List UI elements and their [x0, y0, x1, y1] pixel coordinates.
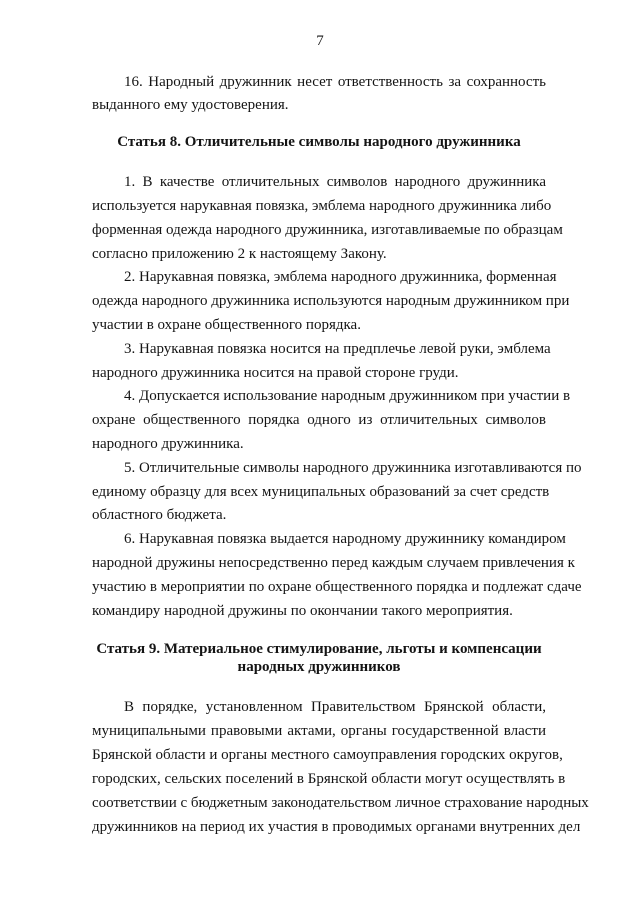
article-8-item-6-line: участию в мероприятии по охране общественного порядка и подлежат сдаче: [92, 579, 582, 595]
article-8-item-2-line: одежда народного дружинника используются народным дружинником при: [92, 293, 570, 309]
paragraph-16-line: 16. Народный дружинник несет ответственность за сохранность: [124, 74, 546, 90]
page-number: 7: [316, 33, 324, 49]
article-9-title-line: Статья 9. Материальное стимулирование, льготы и компенсации: [96, 641, 542, 657]
article-9-title-line: народных дружинников: [237, 659, 401, 675]
article-8-item-5-line: областного бюджета.: [92, 507, 227, 523]
article-9-paragraph-line: В порядке, установленном Правительством Брянской области,: [124, 699, 546, 715]
article-9-paragraph-line: соответствии с бюджетным законодательством личное страхование народных: [92, 795, 589, 811]
paragraph-16-line: выданного ему удостоверения.: [92, 97, 289, 113]
article-8-item-3-line: 3. Нарукавная повязка носится на предплечье левой руки, эмблема: [124, 341, 551, 357]
article-8-item-6-line: 6. Нарукавная повязка выдается народному дружиннику командиром: [124, 531, 566, 547]
article-8-item-2-line: 2. Нарукавная повязка, эмблема народного дружинника, форменная: [124, 269, 557, 285]
article-8-item-6-line: народной дружины непосредственно перед каждым случаем привлечения к: [92, 555, 575, 571]
article-9-paragraph-line: муниципальными правовыми актами, органы государственной власти: [92, 723, 546, 739]
article-8-item-4-line: 4. Допускается использование народным дружинником при участии в: [124, 388, 571, 404]
article-8-item-4-line: народного дружинника.: [92, 436, 244, 452]
article-8-item-1-line: согласно приложению 2 к настоящему Закону.: [92, 246, 387, 262]
article-9-paragraph-line: Брянской области и органы местного самоуправления городских округов,: [92, 747, 563, 763]
article-8-item-1-line: форменная одежда народного дружинника, изготавливаемые по образцам: [92, 222, 563, 238]
article-8-item-4-line: охране общественного порядка одного из отличительных символов: [92, 412, 546, 428]
article-9-paragraph-line: городских, сельских поселений в Брянской области могут осуществлять в: [92, 771, 566, 787]
article-8-item-3-line: народного дружинника носится на правой стороне груди.: [92, 365, 459, 381]
article-9-paragraph-line: дружинников на период их участия в проводимых органами внутренних дел: [92, 819, 581, 835]
article-8-item-1-line: 1. В качестве отличительных символов народного дружинника: [124, 174, 546, 190]
article-8-item-6-line: командиру народной дружины по окончании такого мероприятия.: [92, 603, 513, 619]
article-8-item-5-line: единому образцу для всех муниципальных образований за счет средств: [92, 484, 550, 500]
article-8-item-1-line: используется нарукавная повязка, эмблема народного дружинника либо: [92, 198, 552, 214]
article-8-item-5-line: 5. Отличительные символы народного дружинника изготавливаются по: [124, 460, 582, 476]
article-8-item-2-line: участии в охране общественного порядка.: [92, 317, 361, 333]
article-8-title: Статья 8. Отличительные символы народного дружинника: [117, 134, 521, 150]
